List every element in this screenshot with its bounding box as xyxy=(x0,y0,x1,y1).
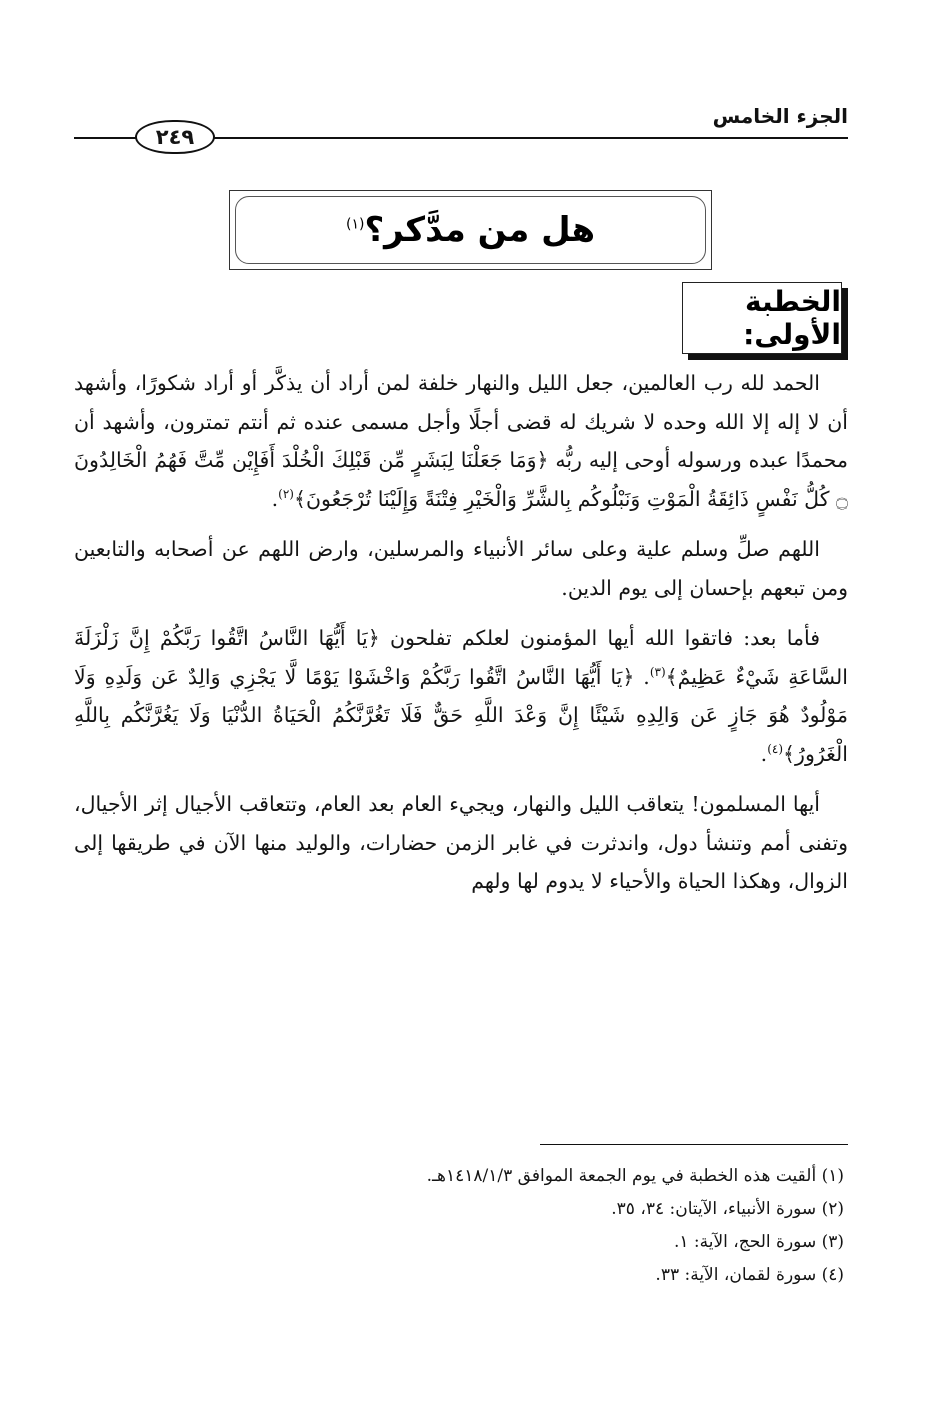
footnote: (٢) سورة الأنبياء، الآيتان: ٣٤، ٣٥. xyxy=(611,1199,844,1219)
section-heading: الخطبة الأولى: xyxy=(743,285,841,351)
paragraph-text: أيها المسلمون! يتعاقب الليل والنهار، ويجيء العام بعد العام، وتتعاقب الأجيال إثر الأجيال، وتفنى أمم وتنشأ دول، واندثرت في غابر الزمن حضارات، والوليد منها الآن في طريقها إلى الزوال، وهكذا الحياة والأحياء لا يدوم لها ولهم xyxy=(74,792,848,893)
header-rule xyxy=(212,137,848,139)
paragraph xyxy=(74,364,848,518)
footnote-mark: (٣) xyxy=(649,664,666,679)
paragraph-text: اللهم صلِّ وسلم علية وعلى سائر الأنبياء والمرسلين، وارض اللهم عن أصحابه والتابعين ومن تبعهم بإحسان إلى يوم الدين. xyxy=(74,537,848,600)
paragraph xyxy=(74,619,848,773)
title-frame xyxy=(229,190,712,270)
body-text xyxy=(74,364,848,913)
footnote: (٤) سورة لقمان، الآية: ٣٣. xyxy=(655,1265,844,1285)
section-heading-box xyxy=(682,282,842,354)
page-title xyxy=(346,210,595,250)
page-title-text: هل من مدَّكر؟ xyxy=(364,210,596,250)
footnote-separator xyxy=(540,1144,848,1145)
footnote-mark: (٢) xyxy=(278,486,294,501)
paragraph xyxy=(74,785,848,901)
running-header-part-title: الجزء الخامس xyxy=(712,104,848,128)
paragraph-tail: . ﴿يَا أَيُّهَا النَّاسُ اتَّقُوا رَبَّكُمْ وَاخْشَوْا يَوْمًا لَّا يَجْزِي وَالِدٌ عَن وَلَدِهِ وَلَا مَوْلُودٌ هُوَ جَازٍ عَن وَالِدِهِ شَيْئًا إِنَّ وَعْدَ اللَّهِ حَقٌّ فَلَا تَغُرَّنَّكُمُ الْحَيَاةُ الدُّنْيَا وَلَا يَغُرَّنَّكُم بِاللَّهِ الْغَرُورُ﴾ xyxy=(74,664,848,766)
paragraph-tail: . xyxy=(760,741,768,766)
page-number: ٢٤٩ xyxy=(135,120,215,154)
footnote: (١) ألقيت هذه الخطبة في يوم الجمعة الموافق ١٤١٨/١/٣هـ. xyxy=(426,1166,844,1186)
title-frame-inner xyxy=(235,196,706,264)
paragraph-tail: . xyxy=(271,486,279,511)
footnote-mark: (٤) xyxy=(767,741,784,756)
title-footnote-mark: (١) xyxy=(345,216,365,233)
paragraph-text: فأما بعد: فاتقوا الله أيها المؤمنون لعلكم تفلحون ﴿يَا أَيُّهَا النَّاسُ اتَّقُوا رَبَّكُمْ إِنَّ زَلْزَلَةَ السَّاعَةِ شَيْءٌ عَظِيمٌ﴾ xyxy=(74,626,849,689)
header-rule-left xyxy=(74,137,136,139)
footnotes xyxy=(74,1160,844,1292)
paragraph-text: الحمد لله رب العالمين، جعل الليل والنهار خلفة لمن أراد أن يذكَّر أو أراد شكورًا، وأشهد أن لا إله إلا الله وحده لا شريك له قضى أجلًا وأجل مسمى عنده ثم أنتم تمترون، وأشهد أن محمدًا عبده ورسوله أوحى إليه ربُّه ﴿وَمَا جَعَلْنَا لِبَشَرٍ مِّن قَبْلِكَ الْخُلْدَ أَفَإِيْن مِّتَّ فَهُمُ الْخَالِدُونَ ۝ كُلُّ نَفْسٍ ذَائِقَةُ الْمَوْتِ وَنَبْلُوكُم بِالشَّرِّ وَالْخَيْرِ فِتْنَةً وَإِلَيْنَا تُرْجَعُونَ﴾ xyxy=(74,371,848,511)
footnote: (٣) سورة الحج، الآية: ١. xyxy=(673,1232,844,1252)
paragraph xyxy=(74,530,848,607)
